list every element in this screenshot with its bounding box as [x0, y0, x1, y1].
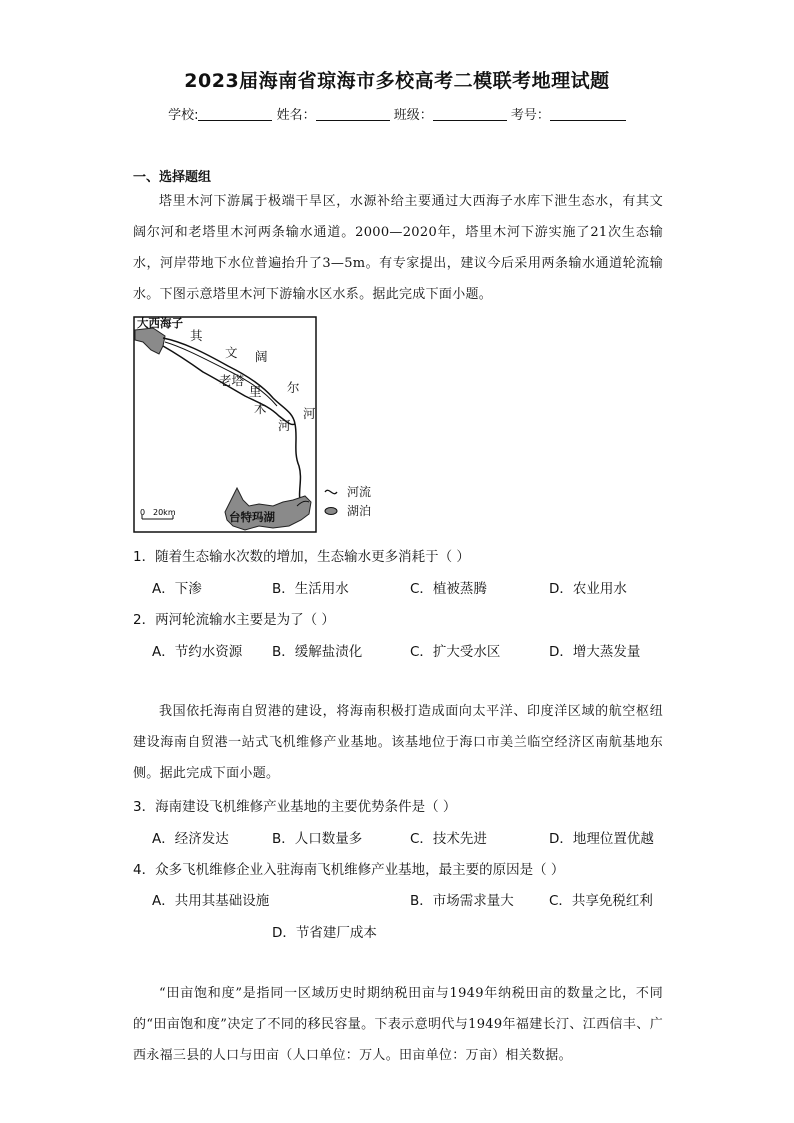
school-label: 学校:: [168, 108, 199, 123]
q3-option-a[interactable]: A．经济发达: [152, 831, 229, 847]
label-lao-ta: 老塔: [219, 373, 245, 388]
label-he-right: 河: [303, 406, 316, 421]
question-4-stem: 4．众多飞机维修企业入驻海南飞机维修产业基地，最主要的原因是（ ）: [133, 862, 565, 878]
scale-zero: 0: [140, 508, 146, 517]
exam-no-blank[interactable]: [550, 106, 626, 121]
q2-option-a[interactable]: A．节约水资源: [152, 644, 243, 660]
label-li: 里: [249, 384, 262, 399]
exam-title: 2023届海南省琼海市多校高考二模联考地理试题: [184, 70, 610, 92]
label-he-left: 河: [278, 418, 291, 433]
q3-option-c[interactable]: C．技术先进: [410, 831, 487, 847]
label-mu: 木: [254, 401, 267, 416]
question-3-stem: 3．海南建设飞机维修产业基地的主要优势条件是（ ）: [133, 799, 457, 815]
label-qi: 其: [190, 328, 203, 343]
tarim-river-map: [133, 316, 383, 538]
school-blank[interactable]: [198, 106, 272, 121]
q3-option-b[interactable]: B．人口数量多: [272, 831, 363, 847]
q1-option-c[interactable]: C．植被蒸腾: [410, 581, 487, 597]
exam-no-label: 考号：: [510, 108, 550, 123]
scale-dist: 20km: [153, 508, 176, 517]
q1-option-d[interactable]: D．农业用水: [549, 581, 627, 597]
q3-option-d[interactable]: D．地理位置优越: [549, 831, 654, 847]
label-wen: 文: [225, 345, 238, 360]
map-svg: [133, 316, 383, 538]
passage-field-saturation: “田亩饱和度”是指同一区域历史时期纳税田亩与1949年纳税田亩的数量之比，不同的“田亩饱和度”决定了不同的移民容量。下表示意明代与1949年福建长汀、江西信丰、广西永福三县的人口与田亩（人口单位：万人。田亩单位：万亩）相关数据。: [133, 986, 663, 1063]
name-blank[interactable]: [316, 106, 390, 121]
q2-option-d[interactable]: D．增大蒸发量: [549, 644, 641, 660]
q4-option-a[interactable]: A．共用其基础设施: [152, 893, 270, 909]
passage-hainan: 我国依托海南自贸港的建设，将海南积极打造成面向太平洋、印度洋区域的航空枢纽建设海南自贸港一站式飞机维修产业基地。该基地位于海口市美兰临空经济区南航基地东侧。据此完成下面小题。: [133, 704, 663, 781]
name-label: 姓名：: [276, 108, 316, 123]
student-info-line: [0, 104, 794, 123]
label-reservoir: 大西海子: [137, 316, 183, 330]
legend-lake-label: 湖泊: [347, 504, 372, 518]
question-2-stem: 2．两河轮流输水主要是为了（ ）: [133, 612, 335, 628]
legend-lake-icon: [325, 508, 337, 515]
passage-tarim: 塔里木河下游属于极端干旱区，水源补给主要通过大西海子水库下泄生态水，有其文阔尔河和老塔里木河两条输水通道。2000—2020年，塔里木河下游实施了21次生态输水，河岸带地下水位普遍抬升了3—5m。有专家提出，建议今后采用两条输水通道轮流输水。下图示意塔里木河下游输水区水系。据此完成下面小题。: [133, 194, 663, 302]
q4-option-b[interactable]: B．市场需求量大: [410, 893, 514, 909]
section-title: 一、选择题组: [133, 170, 212, 185]
q4-option-d[interactable]: D．节省建厂成本: [272, 925, 377, 941]
question-1-stem: 1．随着生态输水次数的增加，生态输水更多消耗于（ ）: [133, 549, 470, 565]
q2-option-c[interactable]: C．扩大受水区: [410, 644, 501, 660]
q1-option-b[interactable]: B．生活用水: [272, 581, 349, 597]
q1-option-a[interactable]: A．下渗: [152, 581, 202, 597]
q2-option-b[interactable]: B．缓解盐渍化: [272, 644, 363, 660]
q4-option-c[interactable]: C．共享免税红利: [549, 893, 653, 909]
label-kuo: 阔: [255, 349, 268, 364]
legend-river-label: 河流: [347, 485, 372, 499]
legend-river-icon: [325, 490, 337, 493]
label-lake: 台特玛湖: [229, 510, 275, 524]
label-er: 尔: [287, 380, 300, 395]
class-blank[interactable]: [433, 106, 507, 121]
class-label: 班级：: [393, 108, 433, 123]
